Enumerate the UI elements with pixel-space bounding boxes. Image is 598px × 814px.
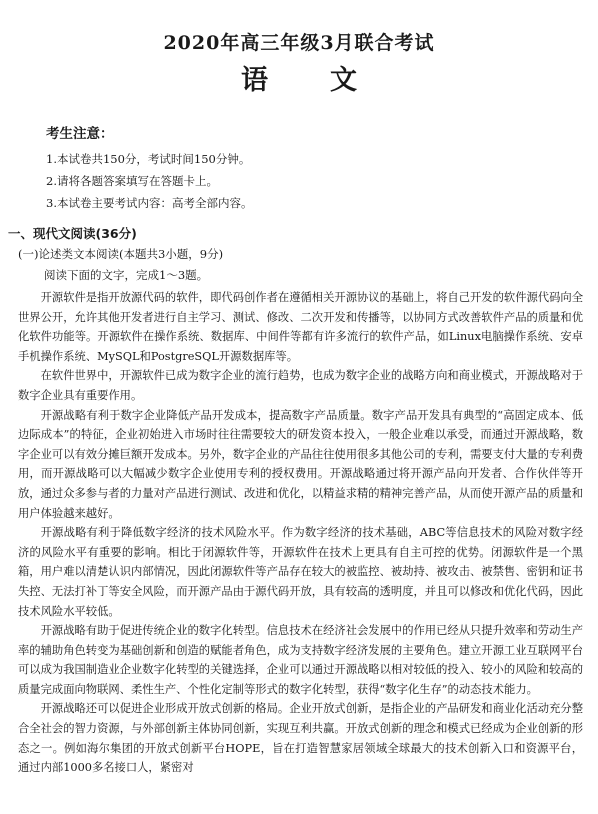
reading-passage xyxy=(18,288,583,778)
paragraph-1: 开源软件是指开放源代码的软件，即代码创作者在遵循相关开源协议的基础上，将自己开发的软件源代码向全世界公开，允许其他开发者进行自主学习、测试、修改、二次开发和传播等，以协同方式改善软件产品的质量和优化软件功能等。开源软件在操作系统、数据库、中间件等都有许多流行的软件产品，如Linux电脑操作系统、安卓手机操作系统、MySQL和PostgreSQL开源数据库等。 xyxy=(18,291,583,363)
paragraph-5: 开源战略有助于促进传统企业的数字化转型。信息技术在经济社会发展中的作用已经从只提升效率和劳动生产率的辅助角色转变为基础创新和创造的赋能者角色，成为支持数字经济发展的主要角色。建立开源工业互联网平台可以成为我国制造业企业数字化转型的关键选择，企业可以通过开源战略以相对较低的投入、较小的风险和较高的质量完成面向物联网、柔性生产、个性化定制等形式的数字化转型，获得“数字化生存”的动态技术能力。 xyxy=(18,624,583,696)
paragraph-3: 开源战略有利于数字企业降低产品开发成本，提高数字产品质量。数字产品开发具有典型的“高固定成本、低边际成本”的特征，企业初始进入市场时往往需要较大的研发资本投入，一般企业难以承受，而通过开源战略，数字企业可以有效分摊巨额开发成本。另外，数字企业的产品往往使用很多其他公司的专利，需要支付大量的专利费用，而开源战略可以大幅减少数字企业使用专利的授权费用。开源战略通过将开源产品向开发者、合作伙伴等开放，通过众多参与者的力量对产品进行测试、改进和优化，以精益求精的精神完善产品，从而使开源产品的质量和用户体验越来越好。 xyxy=(18,408,583,520)
notice-block xyxy=(46,122,566,214)
subject-title: 语文 xyxy=(241,65,419,96)
notice-item-1: 1.本试卷共150分，考试时间150分钟。 xyxy=(46,152,251,166)
paragraph-6: 开源战略还可以促进企业形成开放式创新的格局。企业开放式创新，是指企业的产品研发和商业化活动充分整合全社会的智力资源，与外部创新主体协同创新，实现互利共赢。开放式创新的理念和模式已经成为企业创新的形态之一。例如海尔集团的开放式创新平台HOPE，旨在打造智慧家居领域全球最大的技术创新入口和资源平台，通过内部1000多名接口人，紧密对 xyxy=(18,702,583,775)
notice-item-3: 3.本试卷主要考试内容：高考全部内容。 xyxy=(46,196,253,210)
paragraph-4: 开源战略有利于降低数字经济的技术风险水平。作为数字经济的技术基础，ABC等信息技术的风险对数字经济的风险水平有重要的影响。相比于闭源软件等，开源软件在技术上更具有自主可控的优势。闭源软件是一个黑箱，用户难以清楚认识内部情况，因此闭源软件等产品存在较大的被监控、被劫持、被攻击、被禁售、密钥和证书失控、无法打补丁等安全风险，而开源产品由于源代码开放，具有较高的透明度，并且可以修改和优化代码，因此技术风险水平较低。 xyxy=(18,526,583,618)
paragraph-2: 在软件世界中，开源软件已成为数字企业的流行趋势，也成为数字企业的战略方向和商业模式，开源战略对于数字企业具有重要作用。 xyxy=(18,369,583,402)
section-title: 一、现代文阅读(36分) xyxy=(8,226,137,241)
exam-title: 2020年高三年级3月联合考试 xyxy=(163,32,435,54)
reading-instruction: 阅读下面的文字，完成1～3题。 xyxy=(44,268,209,282)
notice-item-2: 2.请将各题答案填写在答题卡上。 xyxy=(46,174,218,188)
subsection-title: (一)论述类文本阅读(本题共3小题，9分) xyxy=(18,247,224,261)
notice-title: 考生注意： xyxy=(46,126,114,142)
